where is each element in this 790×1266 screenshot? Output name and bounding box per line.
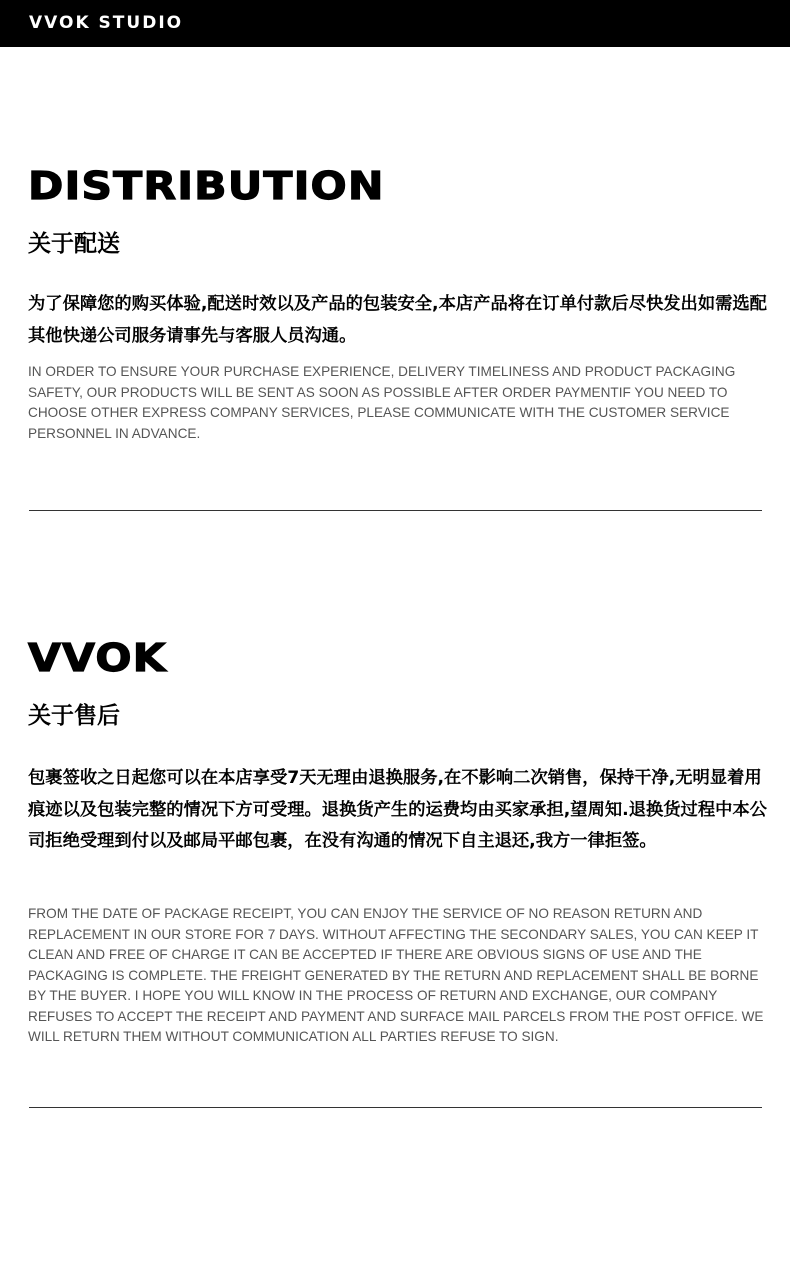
distribution-en-text: IN ORDER TO ENSURE YOUR PURCHASE EXPERIENCE, DELIVERY TIMELINESS AND PRODUCT PACKAGING SAFETY, OUR PRODUCTS WILL BE SENT AS SOON AS POSSIBLE AFTER ORDER PAYMENTIF YOU NEED TO CHOOSE OTHER EXPRESS COMPANY SERVICES, PLEASE COMMUNICATE WITH THE CUSTOMER SERVICE PERSONNEL IN ADVANCE. <box>28 364 736 441</box>
top-bar <box>0 0 790 47</box>
distribution-subtitle: 关于配送 <box>28 231 120 257</box>
section-divider-2 <box>29 1107 762 1108</box>
section-divider-1 <box>29 510 762 511</box>
brand-name: VVOK STUDIO <box>29 13 184 33</box>
after-sales-title-block <box>28 638 768 678</box>
after-sales-subtitle: 关于售后 <box>28 703 120 729</box>
distribution-title: DISTRIBUTION <box>28 164 385 208</box>
after-sales-en-block <box>28 904 768 1048</box>
after-sales-cn-text: 包裹签收之日起您可以在本店享受7天无理由退换服务,在不影响二次销售，保持干净,无明显着用痕迹以及包装完整的情况下方可受理。退换货产生的运费均由买家承担,望周知.退换货过程中本公司拒绝受理到付以及邮局平邮包裹，在没有沟通的情况下自主退还,我方一律拒签。 <box>28 768 767 851</box>
after-sales-cn-block <box>28 763 768 858</box>
after-sales-subtitle-block <box>28 702 768 730</box>
distribution-title-block <box>28 166 768 206</box>
after-sales-title: VVOK <box>28 636 167 680</box>
after-sales-en-text: FROM THE DATE OF PACKAGE RECEIPT, YOU CAN ENJOY THE SERVICE OF NO REASON RETURN AND REPLACEMENT IN OUR STORE FOR 7 DAYS. WITHOUT AFFECTING THE SECONDARY SALES, YOU CAN KEEP IT CLEAN AND FREE OF CHARGE IT CAN BE ACCEPTED IF THERE ARE OBVIOUS SIGNS OF USE AND THE PACKAGING IS COMPLETE. THE FREIGHT GENERATED BY THE RETURN AND REPLACEMENT SHALL BE BORNE BY THE BUYER. I HOPE YOU WILL KNOW IN THE PROCESS OF RETURN AND EXCHANGE, OUR COMPANY REFUSES TO ACCEPT THE RECEIPT AND PAYMENT AND SURFACE MAIL PARCELS FROM THE POST OFFICE. WE WILL RETURN THEM WITHOUT COMMUNICATION ALL PARTIES REFUSE TO SIGN. <box>28 906 764 1044</box>
distribution-cn-text: 为了保障您的购买体验,配送时效以及产品的包装安全,本店产品将在订单付款后尽快发出如需选配其他快递公司服务请事先与客服人员沟通。 <box>28 294 767 346</box>
distribution-cn-block <box>28 289 768 352</box>
distribution-en-block <box>28 362 768 444</box>
distribution-subtitle-block <box>28 230 768 258</box>
